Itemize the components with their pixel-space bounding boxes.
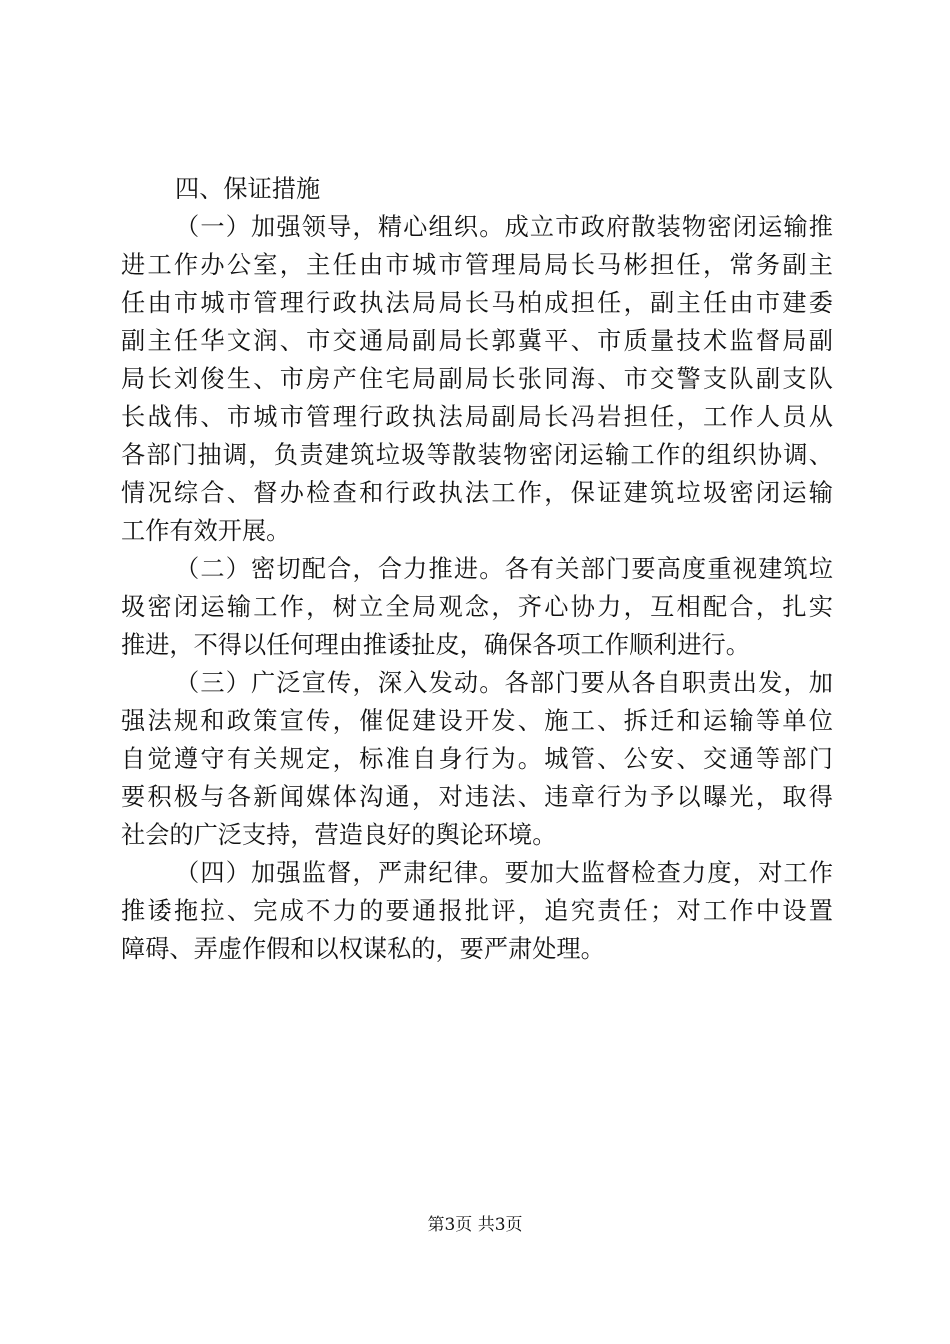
paragraph-line: 推进，不得以任何理由推诿扯皮，确保各项工作顺利进行。 [121, 631, 750, 659]
paragraph-2 [121, 550, 833, 664]
paragraph-line: 情况综合、督办检查和行政执法工作，保证建筑垃圾密闭运输 [121, 479, 833, 507]
page-footer: 第3页 共3页 [427, 1215, 523, 1235]
paragraph-line: 圾密闭运输工作，树立全局观念，齐心协力，互相配合，扎实 [121, 593, 833, 621]
paragraph-line: 工作有效开展。 [121, 517, 291, 545]
paragraph-line: 任由市城市管理行政执法局局长马柏成担任，副主任由市建委 [121, 289, 833, 317]
paragraph-line: （二）密切配合，合力推进。各有关部门要高度重视建筑垃 [175, 555, 833, 583]
document-body [121, 170, 833, 968]
paragraph-line: （一）加强领导，精心组织。成立市政府散装物密闭运输推 [175, 213, 833, 241]
paragraph-line: 长战伟、市城市管理行政执法局副局长冯岩担任，工作人员从 [121, 403, 833, 431]
paragraph-line: 局长刘俊生、市房产住宅局副局长张同海、市交警支队副支队 [121, 365, 833, 393]
paragraph-line: （三）广泛宣传，深入发动。各部门要从各自职责出发，加 [175, 669, 833, 697]
paragraph-line: 社会的广泛支持，营造良好的舆论环境。 [121, 821, 557, 849]
paragraph-line: 要积极与各新闻媒体沟通，对违法、违章行为予以曝光，取得 [121, 783, 833, 811]
paragraph-line: （四）加强监督，严肃纪律。要加大监督检查力度，对工作 [175, 859, 833, 887]
section-heading: 四、保证措施 [175, 175, 321, 203]
paragraph-line: 障碍、弄虚作假和以权谋私的，要严肃处理。 [121, 935, 605, 963]
paragraph-line: 推诿拖拉、完成不力的要通报批评，追究责任；对工作中设置 [121, 897, 833, 925]
paragraph-1 [121, 208, 833, 550]
paragraph-line: 强法规和政策宣传，催促建设开发、施工、拆迁和运输等单位 [121, 707, 833, 735]
paragraph-3 [121, 664, 833, 854]
paragraph-line: 自觉遵守有关规定，标准自身行为。城管、公安、交通等部门 [121, 745, 833, 773]
paragraph-line: 各部门抽调，负责建筑垃圾等散装物密闭运输工作的组织协调、 [121, 441, 833, 469]
paragraph-line: 进工作办公室，主任由市城市管理局局长马彬担任，常务副主 [121, 251, 833, 279]
paragraph-line: 副主任华文润、市交通局副局长郭冀平、市质量技术监督局副 [121, 327, 833, 355]
paragraph-4 [121, 854, 833, 968]
